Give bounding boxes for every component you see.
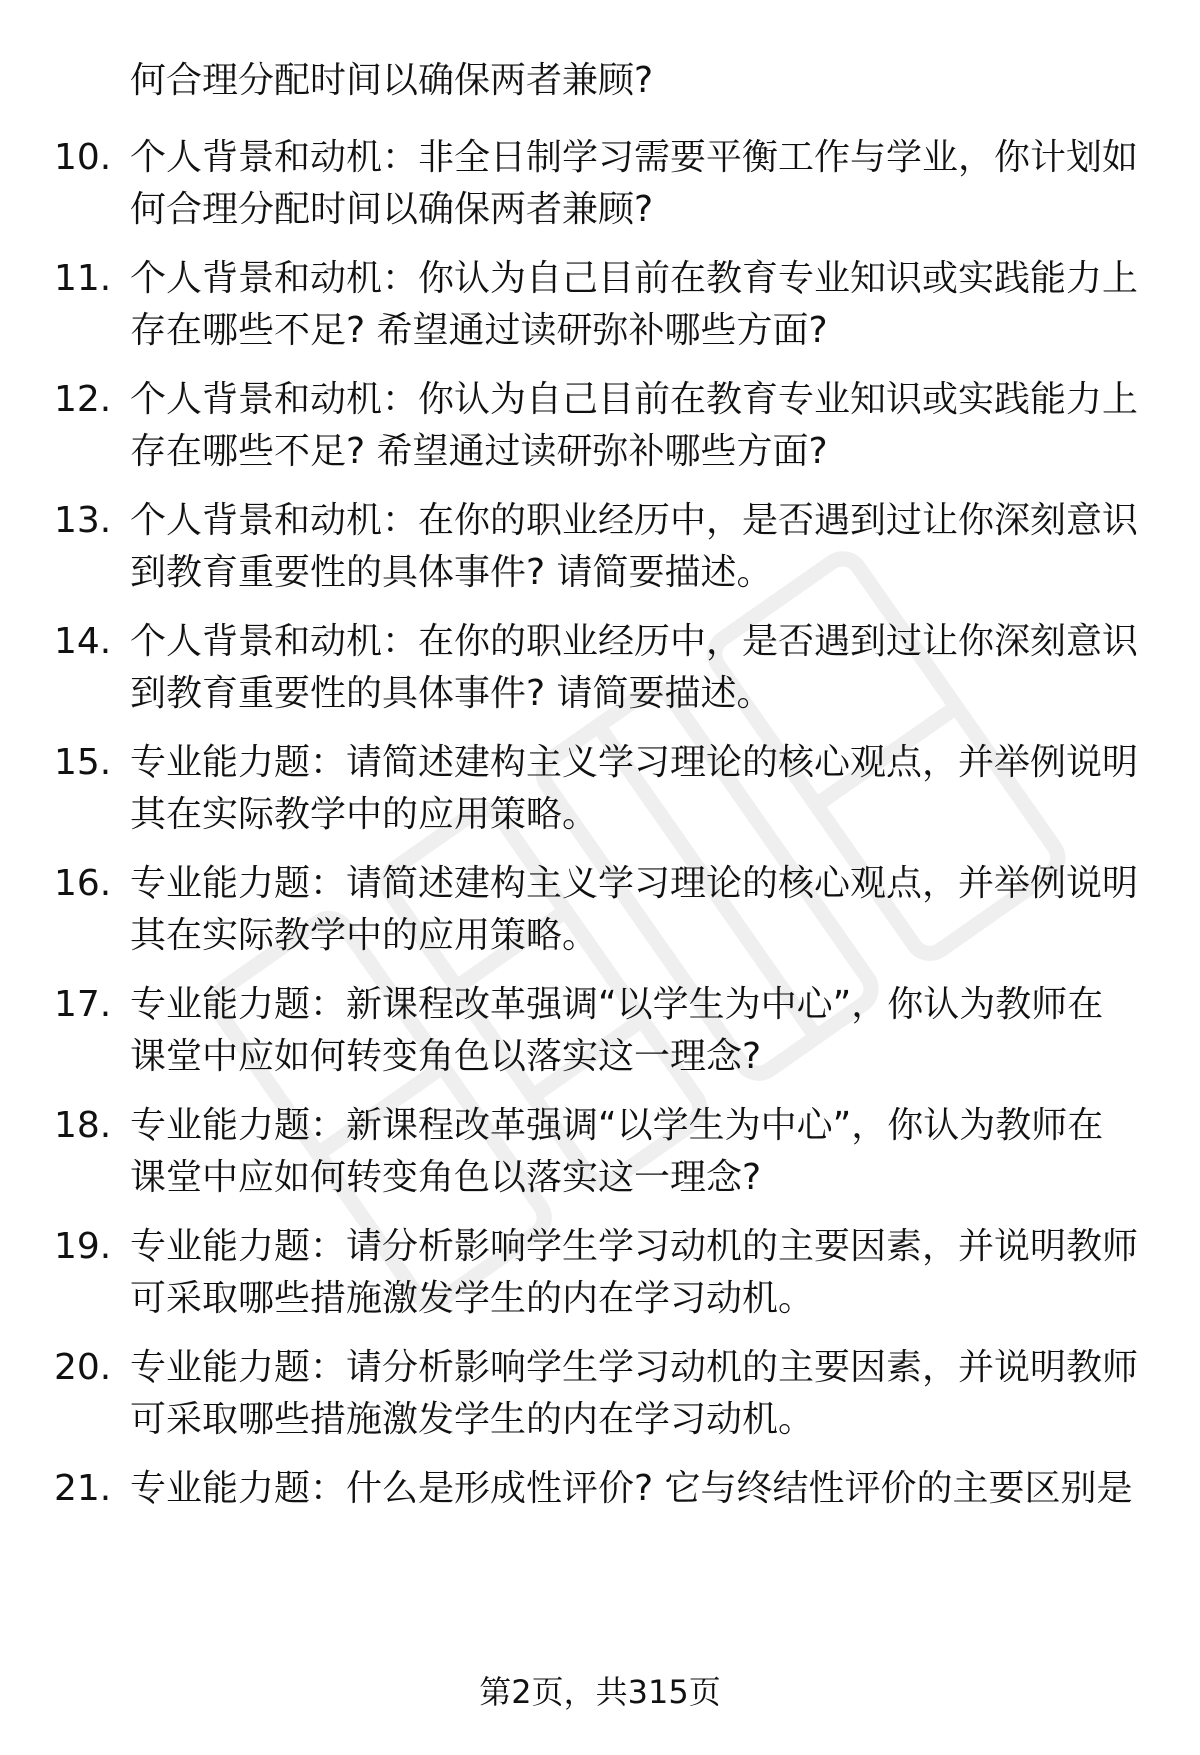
list-item [0, 254, 1200, 364]
item-number: 16. [54, 863, 112, 904]
item-text-line: 课堂中应如何转变角色以落实这一理念? [130, 1157, 762, 1198]
item-text-line: 专业能力题：请分析影响学生学习动机的主要因素，并说明教师 [130, 1226, 1139, 1267]
item-number: 10. [54, 137, 112, 178]
item-text-line: 其在实际教学中的应用策略。 [130, 794, 599, 835]
item-text-line: 个人背景和动机：你认为自己目前在教育专业知识或实践能力上 [130, 379, 1139, 420]
item-text-line: 到教育重要性的具体事件? 请简要描述。 [130, 673, 773, 714]
item-text-line: 可采取哪些措施激发学生的内在学习动机。 [130, 1399, 815, 1440]
item-text-line: 存在哪些不足? 希望通过读研弥补哪些方面? [130, 431, 828, 472]
page-footer: 第2页，共315页 [479, 1673, 721, 1711]
item-text-line: 个人背景和动机：非全日制学习需要平衡工作与学业，你计划如 [130, 137, 1139, 178]
item-number: 21. [54, 1468, 112, 1509]
continued-text: 何合理分配时间以确保两者兼顾? [130, 60, 654, 101]
item-text-line: 专业能力题：请分析影响学生学习动机的主要因素，并说明教师 [130, 1347, 1139, 1388]
item-text-line: 专业能力题：请简述建构主义学习理论的核心观点，并举例说明 [130, 742, 1139, 783]
list-item [0, 738, 1200, 848]
list-item [0, 133, 1200, 243]
item-text-line: 专业能力题：新课程改革强调“以学生为中心”，你认为教师在 [130, 1105, 1104, 1146]
list-item [0, 980, 1200, 1090]
item-text-line: 专业能力题：什么是形成性评价? 它与终结性评价的主要区别是 [130, 1468, 1133, 1509]
item-number: 14. [54, 621, 112, 662]
item-number: 15. [54, 742, 112, 783]
item-number: 11. [54, 258, 112, 299]
item-text-line: 存在哪些不足? 希望通过读研弥补哪些方面? [130, 310, 828, 351]
item-text-line: 何合理分配时间以确保两者兼顾? [130, 189, 654, 230]
item-text-line: 到教育重要性的具体事件? 请简要描述。 [130, 552, 773, 593]
item-number: 18. [54, 1105, 112, 1146]
item-text-line: 专业能力题：新课程改革强调“以学生为中心”，你认为教师在 [130, 984, 1104, 1025]
item-number: 19. [54, 1226, 112, 1267]
list-item [0, 496, 1200, 606]
item-text-line: 其在实际教学中的应用策略。 [130, 915, 599, 956]
item-number: 13. [54, 500, 112, 541]
item-text-line: 个人背景和动机：在你的职业经历中，是否遇到过让你深刻意识 [130, 500, 1139, 541]
item-text-line: 个人背景和动机：你认为自己目前在教育专业知识或实践能力上 [130, 258, 1139, 299]
list-item [0, 859, 1200, 969]
list-item [0, 1101, 1200, 1211]
list-item [0, 1222, 1200, 1332]
list-item [0, 375, 1200, 485]
item-text-line: 课堂中应如何转变角色以落实这一理念? [130, 1036, 762, 1077]
list-item [0, 1464, 1200, 1520]
item-text-line: 可采取哪些措施激发学生的内在学习动机。 [130, 1278, 815, 1319]
item-text-line: 专业能力题：请简述建构主义学习理论的核心观点，并举例说明 [130, 863, 1139, 904]
item-number: 20. [54, 1347, 112, 1388]
item-number: 17. [54, 984, 112, 1025]
item-number: 12. [54, 379, 112, 420]
item-text-line: 个人背景和动机：在你的职业经历中，是否遇到过让你深刻意识 [130, 621, 1139, 662]
list-item [0, 617, 1200, 727]
list-item [0, 1343, 1200, 1453]
